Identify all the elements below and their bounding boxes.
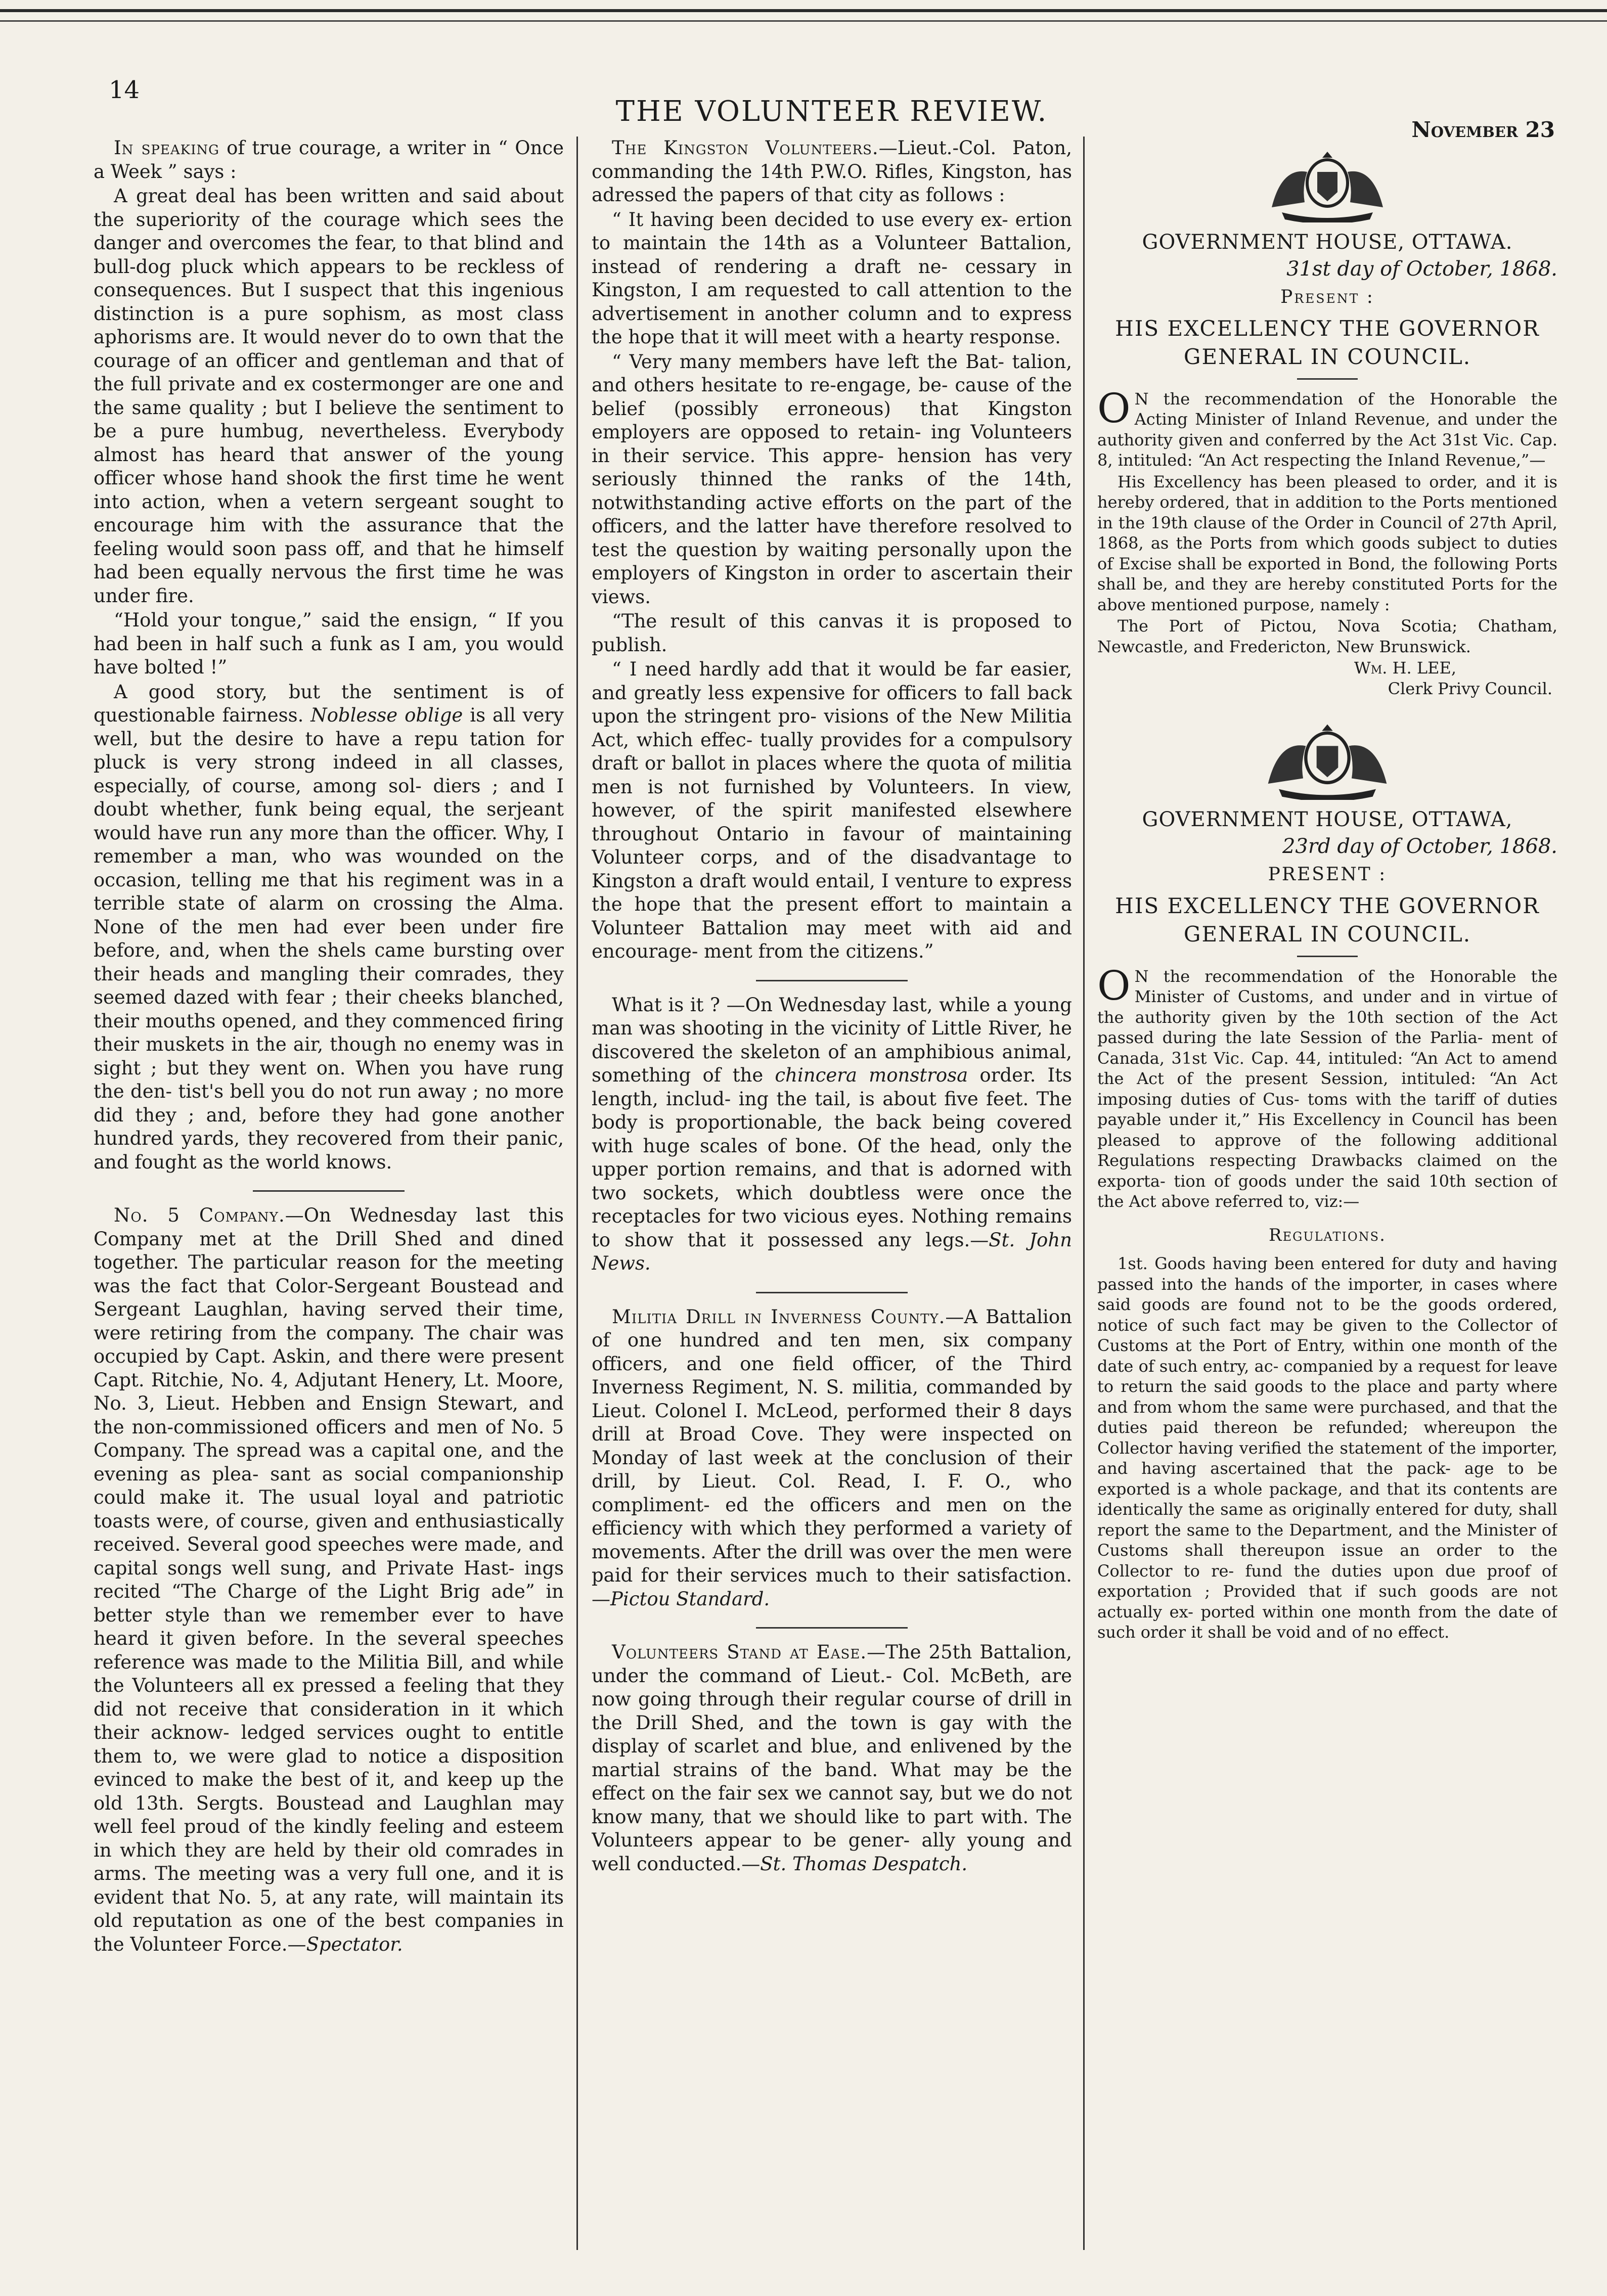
issue-date: November 23 <box>1411 117 1555 142</box>
column-3 <box>1097 137 1557 2250</box>
separator <box>253 1190 405 1192</box>
royal-arms-crest-icon <box>1252 147 1403 222</box>
masthead-title: THE VOLUNTEER REVIEW. <box>615 95 1048 128</box>
drop-cap: O <box>1097 962 1131 1009</box>
paragraph: A great deal has been written and said about the superiority of the courage which sees the danger and overcomes the fear, to that blind and bull-dog pluck which appears to be reckless of consequences. But I suspect that this ingenious distinction is a pure sophism, as most class aphorisms are. It would never do to own that the courage of an officer and gentleman and that of the full private and ex costermonger are one and the same quality ; but I believe the sentiment to be a pure humbug, nevertheless. Everybody almost has heard that answer of the young officer whose hand shook the first time he went into action, when a vetern sergeant sought to encourage him with the assurance that the feeling would soon pass off, and that he himself had been equally nervous the first time he was under fire. <box>94 185 564 607</box>
article-head: No. 5 Company. <box>114 1204 285 1226</box>
article-source: St. Thomas Despatch. <box>760 1853 968 1875</box>
paragraph: “ I need hardly add that it would be far easier, and greatly less expensive for officers to fall back upon the stringent pro- visions of the New Militia Act, which effec- tually provides for a compulsory draft or ballot in places where the quota of militia men is not furnished by Volunteers. In view, however, of the spirit manifested elsewhere throughout Ontario in favour of maintaining Volunteer corps, and of the disadvantage to Kingston a draft would entail, I venture to express the hope that the present effort to maintain a Volunteer Battalion may meet with aid and encourage- ment from the citizens.” <box>592 658 1072 962</box>
paragraph: “ Very many members have left the Bat- talion, and others hesitate to re-engage, be- cause of the belief (possibly erroneous) that Kingston employers are opposed to retain- ing Volunteers in their service. This appre- hension has very seriously thinned the ranks of the 14th, notwithstanding active efforts on the part of the officers, and the latter have therefore resolved to test the question by waiting personally upon the employers of Kingston in order to ascertain their views. <box>592 350 1072 608</box>
regulations-heading: Regulations. <box>1269 1225 1386 1245</box>
article-text: order. Its length, includ- ing the tail, is about five feet. The body is proportionable, the back being covered with huge scales of bone. Of the head, only the upper portion remains, and that is adorned with two sockets, which doubtless were once the receptacles for two vicious eyes. Nothing remains to show that it possessed any legs.— <box>592 1064 1072 1251</box>
separator <box>1297 956 1358 957</box>
separator <box>756 1627 908 1629</box>
article-source: St. John News. <box>592 1229 1072 1274</box>
article-kingston <box>592 137 1072 964</box>
column-rule-2 <box>1083 137 1085 2250</box>
article-source: Spectator. <box>306 1933 403 1955</box>
notice-present: Present : <box>1280 287 1374 307</box>
article-what-is-it <box>592 994 1072 1276</box>
paragraph-text: A good story, but the sentiment is of questionable fairness. <box>94 681 564 726</box>
notice-date: 23rd day of October, 1868. <box>1282 834 1557 858</box>
article-head: Militia Drill in Inverness County. <box>612 1305 946 1328</box>
page-header <box>109 71 1555 142</box>
signer-title: Clerk Privy Council. <box>1388 679 1552 698</box>
paragraph: His Excellency has been pleased to order, and it is hereby ordered, that in addition to the Ports mentioned in the 19th clause of the Order in Council of 27th April, 1868, as the Ports from which goods subject to duties of Excise shall be exported in Bond, the following Ports shall be, and they are hereby constituted Ports for the above mentioned purpose, namely : <box>1097 472 1557 614</box>
article-head: In speaking <box>114 137 219 159</box>
drop-cap: O <box>1097 384 1131 432</box>
regulation-paragraph: 1st. Goods having been entered for duty and having passed into the hands of the importer, in cases where said goods are found not to be the goods ordered, notice of such fact may be given to the Collector of Customs at the Port of Entry, within one month of the date of such entry, ac- companied by a request for leave to return the said goods to the place and party where and from whom the same were purchased, and that the duties paid thereon be refunded; whereupon the Collector having verified the statement of the importer, and having ascertained that the pack- age to be exported is a whole package, and that its contents are identically the same as originally entered for duty, shall report the same to the Department, and the Minister of Customs shall thereupon issue an order to the Collector to re- fund the duties upon due proof of exportation ; Provided that if such goods are not actually ex- ported within one month from the date of such order it shall be void and of no effect. <box>1097 1254 1557 1642</box>
paragraph: The Port of Pictou, Nova Scotia; Chatham, Newcastle, and Fredericton, New Brunswick. <box>1097 616 1557 656</box>
paragraph-text: is all very well, but the desire to have a repu tation for pluck is very strong indeed in all classes, especially, of course, among sol- diers ; and I doubt whether, funk being equal, the serjeant would have run any more than the officer. Why, I remember a man, who was wounded on the occasion, telling me that his regiment was in a terrible state of alarm on crossing the Alma. None of the men had ever been under fire before, and, when the shels came bursting over their heads and mangling their comrades, they seemed dazed with fear ; their cheeks blanched, their mouths opened, and they commenced firing their muskets in the air, though no enemy was in sight ; but they went on. When you have rung the den- tist's bell you do not run away ; no more did they ; and, before they had gone another hundred yards, they recovered from their panic, and fought as the world knows. <box>94 704 564 1173</box>
article-courage <box>94 137 564 1174</box>
separator <box>756 1292 908 1293</box>
notice-date: 31st day of October, 1868. <box>1286 257 1557 281</box>
notice-house: GOVERNMENT HOUSE, OTTAWA, <box>1142 808 1513 831</box>
notice-house: GOVERNMENT HOUSE, OTTAWA. <box>1142 231 1513 254</box>
paragraph: “The result of this canvas it is proposed to publish. <box>592 610 1072 656</box>
article-text: —A Battalion of one hundred and ten men, six company officers, and one field officer, of the Third Inverness Regiment, N. S. militia, commanded by Lieut. Colonel I. McLeod, performed their 8 days drill at Broad Cove. They were inspected on Monday of last week at the conclusion of their drill, by Lieut. Col. Read, I. F. O., who compliment- ed the officers and men on the efficiency with which they performed a variety of movements. After the drill was over the men were paid for their services much to their satisfaction.— <box>592 1305 1072 1610</box>
paragraph: “ It having been decided to use every ex- ertion to maintain the 14th as a Volunteer Battalion, instead of rendering a draft ne- cessary in Kingston, I am requested to call attention to the advertisement in another column and to express the hope that it will meet with a hearty response. <box>592 208 1072 348</box>
notice-inland-revenue <box>1097 147 1557 699</box>
page-top-border <box>0 0 1607 56</box>
column-2 <box>592 137 1072 2250</box>
notice-customs <box>1097 719 1557 1643</box>
paragraph: “Hold your tongue,” said the ensign, “ If you had been in half such a funk as I am, you would have bolted !” <box>94 609 564 678</box>
article-head: Volunteers Stand at Ease. <box>612 1641 867 1663</box>
article-intro: —Lieut.-Col. Paton, commanding the 14th P.W.O. Rifles, Kingston, has adressed the papers of that city as follows : <box>592 137 1072 206</box>
article-text: —The 25th Battalion, under the command of Lieut.- Col. McBeth, are now going through their regular course of drill in the Drill Shed, and the town is gay with the display of scarlet and blue, and enlivened by the martial strains of the band. What may be the effect on the fair sex we cannot say, but we do not know many, that we should like to part with. The Volunteers appear to be gener- ally young and well conducted.— <box>592 1641 1072 1875</box>
italic-phrase: chincera monstrosa <box>775 1064 968 1086</box>
notice-present: PRESENT : <box>1268 864 1387 885</box>
article-stand-at-ease <box>592 1641 1072 1876</box>
signer-name: Wm. H. LEE, <box>1354 658 1456 678</box>
royal-arms-crest-icon <box>1246 719 1408 800</box>
notice-excellency: HIS EXCELLENCY THE GOVERNOR GENERAL IN COUNCIL. <box>1115 316 1540 369</box>
article-intro: of true courage, a writer in “ Once a Week ” says : <box>94 137 564 183</box>
notice-text: N the recommendation of the Honorable the Minister of Customs, and under and in virtue of the authority given by the 10th section of the Act passed during the late Session of the Parlia- ment of Canada, 31st Vic. Cap. 44, intituled: “An Act to amend the Act of the present Session, intituled: “An Act imposing duties of Cus- toms with the tariff of duties payable under it,” His Excellency in Council has been pleased to approve of the following additional Regulations respecting Drawbacks claimed on the exporta- tion of goods under the said 10th section of the Act above referred to, viz:— <box>1097 966 1557 1211</box>
article-text: What is it ? —On Wednesday last, while a young man was shooting in the vicinity of Little River, he discovered the skeleton of an amphibious animal, something of the <box>592 994 1072 1086</box>
separator <box>756 980 908 981</box>
column-rule-1 <box>576 137 578 2250</box>
article-head: The Kingston Volunteers. <box>612 137 879 159</box>
article-militia-drill <box>592 1305 1072 1611</box>
article-source: Pictou Standard. <box>610 1588 770 1610</box>
page-number: 14 <box>109 76 140 104</box>
column-1 <box>94 137 564 2250</box>
separator <box>1297 378 1358 380</box>
article-text: —On Wednesday last this Company met at the Drill Shed and dined together. The particular reason for the meeting was the fact that Color-Sergeant Boustead and Sergeant Laughlan, having served their time, were retiring from the company. The chair was occupied by Capt. Askin, and there were present Capt. Ritchie, No. 4, Adjutant Henery, Lt. Moore, No. 3, Lieut. Hebben and Ensign Stewart, and the non-commissioned officers and men of No. 5 Company. The spread was a capital one, and the evening as plea- sant as social companionship could make it. The usual loyal and patriotic toasts were, of course, given and enthusiastically received. Several good speeches were made, and capital songs well sung, and Private Hast- ings recited “The Charge of the Light Brig ade” in better style than we remember ever to have heard it given before. In the several speeches reference was made to the Militia Bill, and while the Volunteers all ex pressed a feeling that they did not receive that consideration in it which their acknow- ledged services ought to entitle them to, we were glad to notice a disposition evinced to make the best of it, and keep up the old 13th. Sergts. Boustead and Laughlan may well feel proud of the kindly feeling and esteem in which they are held by their old comrades in arms. The meeting was a very full one, and it is evident that No. 5, at any rate, will maintain its old reputation as one of the best companies in the Volunteer Force.— <box>94 1204 564 1955</box>
notice-text: N the recommendation of the Honorable the Acting Minister of Inland Revenue, and under the authority given and conferred by the Act 31st Vic. Cap. 8, intituled: “An Act respecting the Inland Revenue,”— <box>1097 389 1557 470</box>
notice-excellency: HIS EXCELLENCY THE GOVERNOR GENERAL IN COUNCIL. <box>1115 893 1540 947</box>
article-company <box>94 1204 564 1956</box>
italic-phrase: Noblesse oblige <box>310 704 463 726</box>
